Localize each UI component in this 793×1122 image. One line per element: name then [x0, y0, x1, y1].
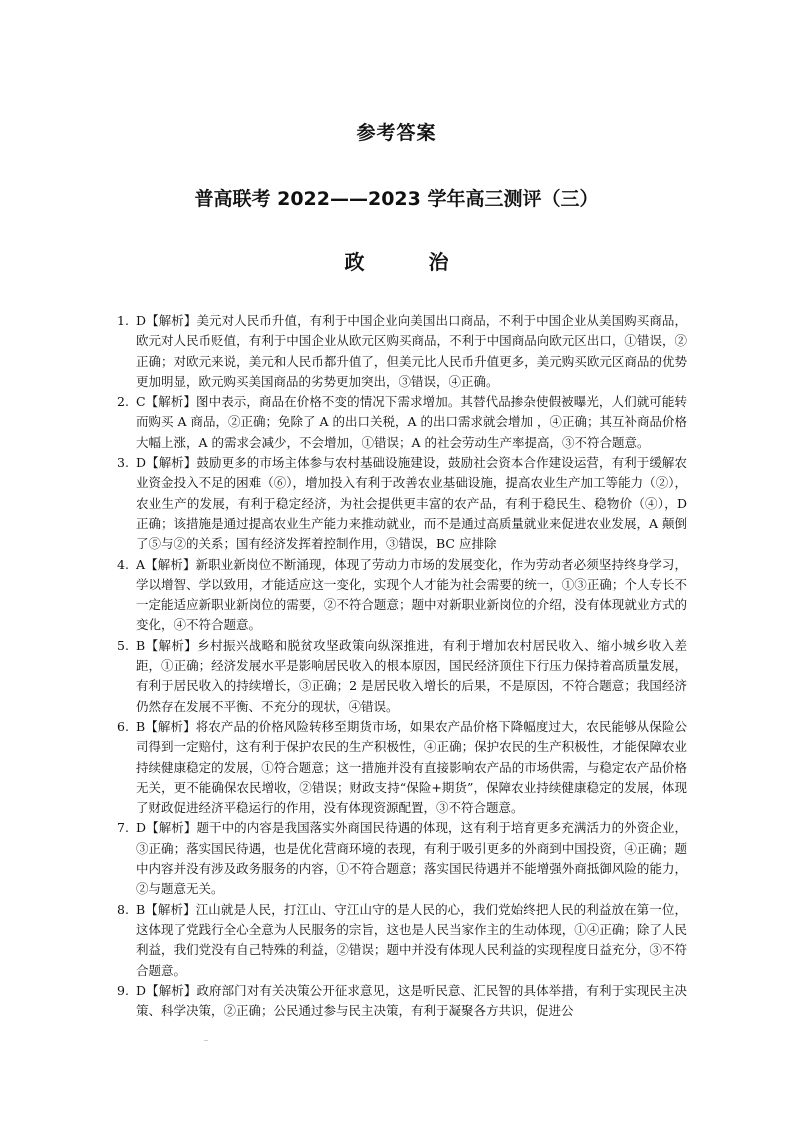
answer-letter: D [136, 455, 147, 471]
answer-item [117, 981, 687, 1022]
analysis-tag: 【解析】 [146, 455, 197, 471]
answer-letter: D [136, 982, 147, 998]
answer-text: 鼓励更多的市场主体参与农村基础设施建设，鼓励社会资本合作建设运营，有利于缓解农业资金投入不足的困难（⑥），增加投入有利于改善农业基础设施，提高农业生产加工等能力（②），农业生产的发展，有利于稳定经济，为社会提供更丰富的农产品，有利于稳民生、稳物价（④），D 正确；该措施是通过提高农业生产能力来推动就业，而不是通过高质量就业来促进农业发展，A 颠倒了⑤与②的关系；国有经济发挥着控制作用，③错误，BC 应排除 [136, 455, 687, 552]
answer-text: 政府部门对有关决策公开征求意见，这是听民意、汇民智的具体举措，有利于实现民主决策、科学决策，②正确；公民通过参与民主决策，有利于凝聚各方共识，促进公 [136, 982, 687, 1019]
answer-item [117, 392, 687, 453]
exam-subtitle: 普高联考 2022——2023 学年高三测评（三） [194, 188, 599, 210]
analysis-tag: 【解析】 [145, 394, 197, 410]
answer-text: 江山就是人民，打江山、守江山守的是人民的心，我们党始终把人民的利益放在第一位，这体现了党践行全心全意为人民服务的宗旨，这也是人民当家作主的生动体现，①④正确；除了人民利益，我们党没有自己特殊的利益，②错误；题中并没有体现人民利益的实现程度日益充分，③不符合题意。 [136, 901, 687, 978]
analysis-tag: 【解析】 [146, 313, 197, 328]
answer-number: 8. [117, 901, 129, 917]
answer-item [117, 555, 687, 636]
answer-number: 7. [117, 820, 129, 836]
answer-number: 1. [117, 313, 129, 328]
answer-number: 6. [117, 718, 129, 734]
answer-item [117, 717, 687, 818]
answer-item [117, 636, 687, 717]
answer-item [117, 818, 687, 899]
answer-number: 9. [117, 982, 129, 998]
answer-letter: B [136, 901, 146, 917]
subject-heading: 政 治 [344, 250, 471, 274]
answer-letter: B [136, 637, 146, 653]
analysis-tag: 【解析】 [145, 637, 198, 653]
answer-number: 3. [117, 455, 129, 471]
analysis-tag: 【解析】 [146, 820, 197, 836]
answer-text: 将农产品的价格风险转移至期货市场，如果农产品价格下降幅度过大，农民能够从保险公司得到一定赔付，这有利于保护农民的生产积极性，④正确；保护农民的生产积极性，才能保障农业持续健康稳定的发展，①符合题意；这一措施并没有直接影响农产品的市场供需，与稳定农产品价格无关，更不能确保农民增收，②错误；财政支持“保险+期货”，保障农业持续健康稳定的发展，体现了财政促进经济平稳运行的作用，没有体现资源配置，③不符合题意。 [136, 718, 687, 816]
answer-letter: C [136, 394, 146, 410]
answer-number: 4. [117, 556, 129, 572]
answer-letter: D [136, 313, 147, 328]
analysis-tag: 【解析】 [145, 901, 196, 917]
answer-item [117, 900, 687, 981]
answer-list [117, 311, 687, 1021]
analysis-tag: 【解析】 [145, 556, 196, 572]
answer-text: 美元对人民币升值，有利于中国企业向美国出口商品，不利于中国企业从美国购买商品，欧元对人民币贬值，有利于中国企业从欧元区购买商品，不利于中国商品向欧元区出口，①错误，②正确；对欧元来说，美元和人民币都升值了，但美元比人民币升值更多，美元购买欧元区商品的优势更加明显，欧元购买美国商品的劣势更加突出，③错误，④正确。 [136, 313, 687, 389]
answer-text: 题干中的内容是我国落实外商国民待遇的体现，这有利于培育更多充满活力的外资企业，③正确；落实国民待遇，也是优化营商环境的表现，有利于吸引更多的外商到中国投资，④正确；题中内容并没有涉及政务服务的内容，①不符合题意；落实国民待遇并不能增强外商抵御风险的能力，②与题意无关。 [136, 820, 687, 897]
answer-text: 乡村振兴战略和脱贫攻坚政策向纵深推进，有利于增加农村居民收入、缩小城乡收入差距，①正确；经济发展水平是影响居民收入的根本原因，国民经济顶住下行压力保持着高质量发展，有利于居民收入的持续增长，③正确；2 是居民收入增长的后果，不是原因，不符合题意；我国经济仍然存在发展不平衡、不充分的现状，④错误。 [136, 637, 687, 714]
answer-letter: D [136, 820, 147, 836]
answer-item [117, 311, 687, 392]
answer-text: 图中表示，商品在价格不变的情况下需求增加。其替代品掺杂使假被曝光，人们就可能转而购买 A 商品，②正确；免除了 A 的出口关税，A 的出口需求就会增加 ，④正确；其互补商品价格大幅上涨，A 的需求会减少，不会增加，①错误；A 的社会劳动生产率提高，③不符合题意。 [136, 394, 687, 450]
analysis-tag: 【解析】 [146, 982, 197, 998]
answer-letter: A [136, 556, 146, 572]
answer-item [117, 453, 687, 554]
answer-letter: B [136, 718, 146, 734]
page-title: 参考答案 [356, 122, 437, 144]
answer-number: 5. [117, 637, 129, 653]
footer-mark [204, 1040, 208, 1041]
answer-text: 新职业新岗位不断涌现，体现了劳动力市场的发展变化，作为劳动者必须坚持终身学习，学以增智、学以致用，才能适应这一变化，实现个人才能为社会需要的统一，①③正确；个人专长不一定能适应新职业新岗位的需要，②不符合题意；题中对新职业新岗位的介绍，没有体现就业方式的变化，④不符合题意。 [136, 556, 687, 633]
answer-number: 2. [117, 394, 129, 410]
analysis-tag: 【解析】 [145, 718, 196, 734]
